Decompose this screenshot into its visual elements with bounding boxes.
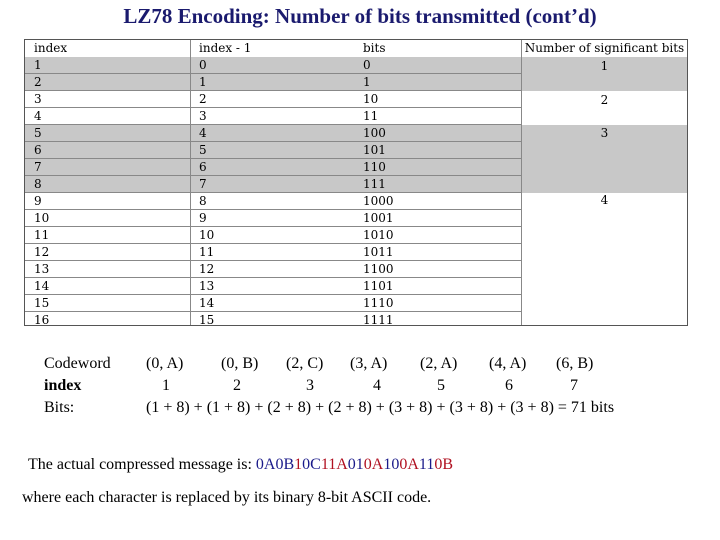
table-row <box>25 176 522 193</box>
codeword-label: Codeword <box>44 355 111 372</box>
sigbits-value-4: 4 <box>600 193 609 207</box>
code-part: 1 <box>294 456 303 473</box>
row-index-minus-1: 10 <box>199 228 215 242</box>
code-part: 1 <box>418 456 427 473</box>
code-part: 0 <box>347 456 356 473</box>
code-part: 0B <box>275 456 295 473</box>
column-separator <box>190 40 191 325</box>
codeword-index-2: 2 <box>233 377 241 394</box>
row-bits: 111 <box>363 177 386 191</box>
row-index-minus-1: 4 <box>199 126 207 140</box>
row-bits: 1000 <box>363 194 394 208</box>
row-index-minus-1: 8 <box>199 194 207 208</box>
header-index-minus-1: index - 1 <box>199 41 252 55</box>
row-index: 15 <box>34 296 50 310</box>
row-index: 11 <box>34 228 50 242</box>
row-bits: 1011 <box>363 245 394 259</box>
row-index-minus-1: 11 <box>199 245 215 259</box>
codeword-index-7: 7 <box>570 377 578 394</box>
code-part: 1 <box>355 456 364 473</box>
table-row <box>25 91 522 108</box>
row-index: 9 <box>34 194 42 208</box>
row-index-minus-1: 12 <box>199 262 215 276</box>
table-row <box>25 193 522 210</box>
column-separator <box>521 40 522 325</box>
codeword-index-1: 1 <box>162 377 170 394</box>
row-index-minus-1: 6 <box>199 160 207 174</box>
row-index-minus-1: 5 <box>199 143 207 157</box>
row-index: 8 <box>34 177 42 191</box>
row-index: 10 <box>34 211 50 225</box>
ascii-note: where each character is replaced by its binary 8-bit ASCII code. <box>22 489 432 506</box>
row-index-minus-1: 7 <box>199 177 207 191</box>
row-index: 4 <box>34 109 42 123</box>
row-index: 7 <box>34 160 42 174</box>
codeword-6: (4, A) <box>489 355 527 372</box>
row-index-minus-1: 2 <box>199 92 207 106</box>
table-row <box>25 74 522 91</box>
row-index: 16 <box>34 313 50 326</box>
row-index-minus-1: 0 <box>199 58 207 72</box>
slide-title: LZ78 Encoding: Number of bits transmitted (cont’d) <box>123 4 597 28</box>
code-part: 0 <box>391 456 400 473</box>
table-row <box>25 312 522 326</box>
row-bits: 1100 <box>363 262 394 276</box>
row-index-minus-1: 13 <box>199 279 215 293</box>
header-significant-bits: Number of significant bits <box>524 41 685 55</box>
code-part: 1 <box>383 456 392 473</box>
codeword-index-6: 6 <box>505 377 513 394</box>
code-part: 0A <box>399 456 419 473</box>
row-index: 3 <box>34 92 42 106</box>
bits-label: Bits: <box>44 399 75 416</box>
codeword-2: (0, B) <box>221 355 259 372</box>
row-index: 6 <box>34 143 42 157</box>
row-index: 2 <box>34 75 42 89</box>
table-row <box>25 108 522 125</box>
row-index: 5 <box>34 126 42 140</box>
row-index-minus-1: 3 <box>199 109 207 123</box>
index-label: index <box>44 377 82 394</box>
code-part: 0A <box>363 456 384 473</box>
row-bits: 1101 <box>363 279 394 293</box>
code-part: 1A <box>328 456 348 473</box>
sigbits-value-3: 3 <box>600 126 609 140</box>
codeword-1: (0, A) <box>146 355 184 372</box>
code-part: 0C <box>302 456 321 473</box>
table-row <box>25 278 522 295</box>
table-header-row <box>25 40 522 57</box>
row-index: 12 <box>34 245 50 259</box>
row-index: 14 <box>34 279 50 293</box>
table-row <box>25 261 522 278</box>
code-part: 1 <box>426 456 435 473</box>
row-index-minus-1: 15 <box>199 313 215 326</box>
table-row <box>25 125 522 142</box>
sigbits-value-2: 2 <box>600 93 609 107</box>
row-bits: 1010 <box>363 228 394 242</box>
row-index: 1 <box>34 58 42 72</box>
table-row <box>25 227 522 244</box>
index-bits-table <box>24 39 688 326</box>
row-bits: 1001 <box>363 211 394 225</box>
codeword-7: (6, B) <box>556 355 594 372</box>
row-index-minus-1: 14 <box>199 296 215 310</box>
row-index: 13 <box>34 262 50 276</box>
compressed-message-code <box>256 456 453 473</box>
row-bits: 1110 <box>363 296 394 310</box>
compressed-message-prefix: The actual compressed message is: <box>28 456 256 473</box>
header-index: index <box>34 41 68 55</box>
row-bits: 100 <box>363 126 386 140</box>
table-row <box>25 57 522 74</box>
row-bits: 0 <box>363 58 371 72</box>
codeword-4: (3, A) <box>350 355 388 372</box>
codeword-index-4: 4 <box>373 377 381 394</box>
row-bits: 1111 <box>363 313 394 326</box>
bits-sum: (1 + 8) + (1 + 8) + (2 + 8) + (2 + 8) + (3 + 8) + (3 + 8) + (3 + 8) = 71 bits <box>146 399 615 416</box>
row-index-minus-1: 1 <box>199 75 207 89</box>
row-bits: 110 <box>363 160 386 174</box>
row-bits: 1 <box>363 75 371 89</box>
row-bits: 10 <box>363 92 379 106</box>
compressed-message <box>28 456 453 474</box>
table-row <box>25 295 522 312</box>
row-bits: 11 <box>363 109 379 123</box>
table-row <box>25 159 522 176</box>
codeword-3: (2, C) <box>286 355 324 372</box>
table-row <box>25 244 522 261</box>
row-bits: 101 <box>363 143 386 157</box>
sigbits-value-1: 1 <box>600 59 609 73</box>
code-part: 0A <box>255 456 276 473</box>
table-row <box>25 142 522 159</box>
table-row <box>25 210 522 227</box>
code-part: 0B <box>434 456 453 473</box>
codeword-5: (2, A) <box>420 355 458 372</box>
row-index-minus-1: 9 <box>199 211 207 225</box>
codeword-index-5: 5 <box>437 377 445 394</box>
code-part: 1 <box>320 456 329 473</box>
codeword-index-3: 3 <box>306 377 314 394</box>
header-bits: bits <box>363 41 386 55</box>
